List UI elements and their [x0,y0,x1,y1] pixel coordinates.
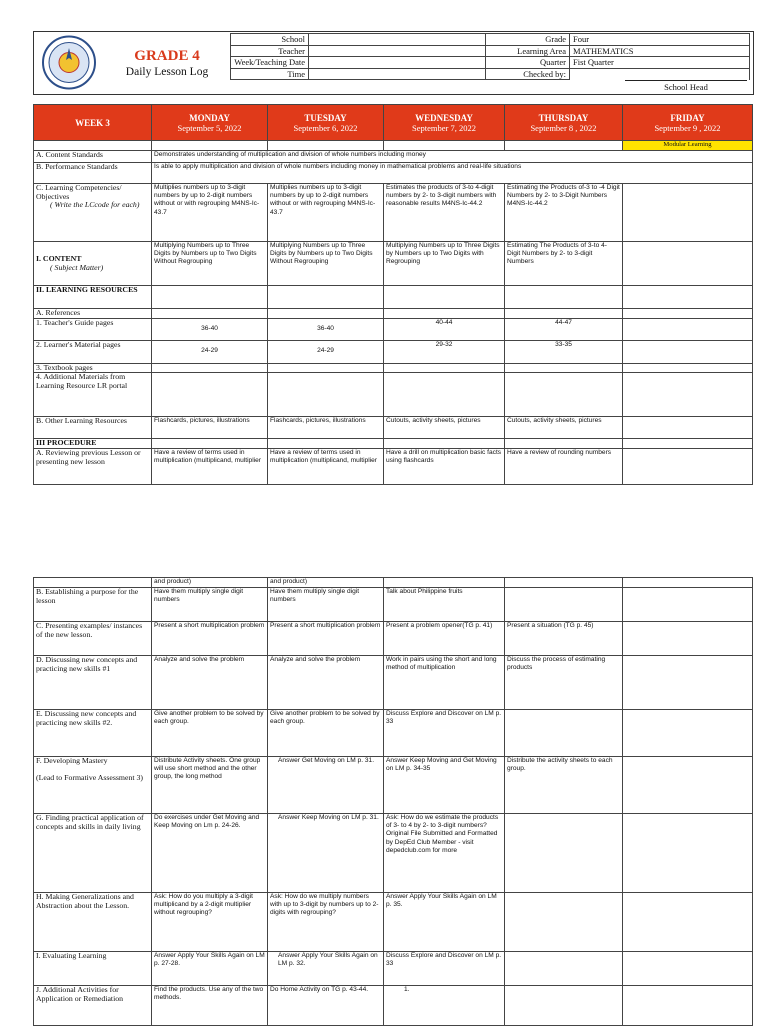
lm-pages: 33-35 [505,340,623,363]
school-value [309,34,486,46]
week-date-value [309,57,486,69]
procedure-cell: Distribute Activity sheets. One group will use short method and the other group, the long method [152,757,268,814]
procedure-g-label: G. Finding practical application of concepts and skills in daily living [34,814,152,893]
learners-material-label: 2. Learner's Material pages [34,340,152,363]
tg-pages: 44-47 [505,318,623,340]
teacher-label: Teacher [231,45,309,57]
procedure-cell: Ask: How do we multiply numbers with up to 3-digit by numbers up to 2-digits with regrouping? [268,893,384,952]
learning-area-value: MATHEMATICS [570,45,750,57]
references-label: A. References [34,309,152,319]
content-cell: Estimating The Products of 3-to 4-Digit Numbers by 2- to 3-digit Numbers [505,242,623,286]
procedure-cell: Answer Apply Your Skills Again on LM p. 27-28. [152,952,268,986]
procedure-j-label: J. Additional Activities for Application or Remediation [34,986,152,1026]
time-label: Time [231,68,309,80]
procedure-cell: Ask: How do you multiply a 3-digit multiplicand by a 2-digit multiplier without regrouping? [152,893,268,952]
tg-pages: 36-40 [152,318,268,340]
procedure-cell: Do exercises under Get Moving and Keep Moving on Lm p. 24-26. [152,814,268,893]
procedure-cell: Present a short multiplication problem [268,622,384,656]
procedure-cell: Answer Get Moving on LM p. 31. [268,757,384,814]
day-thursday: THURSDAY September 8 , 2022 [505,105,623,141]
review-cell: Have a drill on multiplication basic facts using flashcards [384,449,505,485]
grade-label: Grade [486,34,570,46]
quarter-label: Quarter [486,57,570,69]
week-label: WEEK 3 [34,105,152,141]
procedure-cell: Distribute the activity sheets to each group. [505,757,623,814]
teacher-value [309,45,486,57]
checked-by-label: Checked by: [486,68,570,80]
lesson-table-page2 [33,577,753,1026]
learning-area-label: Learning Area [486,45,570,57]
review-cell: Have a review of rounding numbers [505,449,623,485]
procedure-cell: Have them multiply single digit numbers [268,588,384,622]
procedure-cell [505,814,623,893]
additional-materials-label: 4. Additional Materials from Learning Resource LR portal [34,373,152,417]
performance-standards-label: B. Performance Standards [34,163,152,184]
procedure-cell [505,893,623,952]
procedure-cell: Present a short multiplication problem [152,622,268,656]
content-standards-label: A. Content Standards [34,151,152,163]
reviewing-label: A. Reviewing previous Lesson or presenting new lesson [34,449,152,485]
procedure-cell: Answer Keep Moving on LM p. 31. [268,814,384,893]
procedure-cell: Ask: How do we estimate the products of 3- to 4 by 2- to 3-digit numbers? Original File Submitted and Formatted by DepEd Club Member - visit depedclub.com for more [384,814,505,893]
procedure-cell: Answer Apply Your Skills Again on LM p. 35. [384,893,505,952]
lesson-table-page1 [33,104,753,485]
day-wednesday: WEDNESDAY September 7, 2022 [384,105,505,141]
competency-cell: Multiplies numbers up to 3-digit numbers by up to 2-digit numbers without or with regrouping M4NS-Ic-43.7 [268,184,384,242]
procedure-cell: Discuss Explore and Discover on LM p. 33 [384,710,505,757]
review-cell: Have a review of terms used in multiplication (multiplicand, multiplier [268,449,384,485]
friday-note: Modular Learning [623,141,753,151]
procedure-cell [505,588,623,622]
deped-seal-icon [36,34,102,91]
procedure-cell: Give another problem to be solved by each group. [152,710,268,757]
day-tuesday: TUESDAY September 6, 2022 [268,105,384,141]
procedure-cell: Discuss the process of estimating products [505,656,623,710]
procedure-cell: Analyze and solve the problem [268,656,384,710]
procedure-cell: Have them multiply single digit numbers [152,588,268,622]
procedure-e-label: E. Discussing new concepts and practicing new skills #2. [34,710,152,757]
procedure-i-label: I. Evaluating Learning [34,952,152,986]
review-cell: Have a review of terms used in multiplication (multiplicand, multiplier [152,449,268,485]
other-resources-cell: Flashcards, pictures, illustrations [152,417,268,439]
continuation-cell: and product) [152,578,268,588]
procedure-c-label: C. Presenting examples/ instances of the new lesson. [34,622,152,656]
tg-pages: 36-40 [268,318,384,340]
procedure-cell: Talk about Philippine fruits [384,588,505,622]
procedure-h-label: H. Making Generalizations and Abstraction about the Lesson. [34,893,152,952]
other-resources-cell: Flashcards, pictures, illustrations [268,417,384,439]
tg-pages: 40-44 [384,318,505,340]
competencies-label: C. Learning Competencies/ Objectives ( Write the LCcode for each) [34,184,152,242]
grade-value: Four [570,34,750,46]
grade-title: GRADE 4 [134,48,200,64]
other-resources-cell: Cutouts, activity sheets, pictures [505,417,623,439]
content-cell: Multiplying Numbers up to Three Digits by Numbers up to Two Digits Without Regrouping [268,242,384,286]
procedure-cell: Present a problem opener(TG p. 41) [384,622,505,656]
quarter-value: Fist Quarter [570,57,750,69]
procedure-cell: Work in pairs using the short and long method of multiplication [384,656,505,710]
competency-cell: Estimating the Products of-3 to -4 Digit Numbers by 2- to 3-Digit Numbers M4NS-Ic-44.2 [505,184,623,242]
lm-pages: 24-29 [152,340,268,363]
header-info-table [230,33,750,80]
grade-title-block [112,48,222,80]
competency-cell: Estimates the products of 3-to 4-digit numbers by 2- to 3-digit numbers with reasonable results M4NS-Ic-44.2 [384,184,505,242]
procedure-label: III PROCEDURE [34,439,152,449]
other-resources-cell: Cutouts, activity sheets, pictures [384,417,505,439]
week-date-label: Week/Teaching Date [231,57,309,69]
learning-resources-label: II. LEARNING RESOURCES [34,286,152,309]
lm-pages: 29-32 [384,340,505,363]
procedure-cell: Answer Keep Moving and Get Moving on LM p. 34-35 [384,757,505,814]
procedure-cell: Do Home Activity on TG p. 43-44. [268,986,384,1026]
procedure-cell: Answer Apply Your Skills Again on LM p. 32. [268,952,384,986]
procedure-cell: Analyze and solve the problem [152,656,268,710]
content-cell: Multiplying Numbers up to Three Digits by Numbers up to Two Digits Without Regrouping [152,242,268,286]
school-head-label: School Head [664,82,708,92]
lm-pages: 24-29 [268,340,384,363]
procedure-cell: Discuss Explore and Discover on LM p. 33 [384,952,505,986]
procedure-cell [505,952,623,986]
content-cell: Multiplying Numbers up to Three Digits by Numbers up to Two Digits with Regrouping [384,242,505,286]
procedure-f-label: F. Developing Mastery (Lead to Formative Assessment 3) [34,757,152,814]
day-monday: MONDAY September 5, 2022 [152,105,268,141]
continuation-cell: and product) [268,578,384,588]
procedure-cell [505,710,623,757]
performance-standards-text: Is able to apply multiplication and division of whole numbers including money in mathematical problems and real-life situations [152,163,753,184]
day-friday: FRIDAY September 9 , 2022 [623,105,753,141]
procedure-cell: Give another problem to be solved by each group. [268,710,384,757]
signature-line [625,80,747,81]
content-standards-text: Demonstrates understanding of multiplication and division of whole numbers including money [152,151,753,163]
teachers-guide-label: 1. Teacher's Guide pages [34,318,152,340]
log-title: Daily Lesson Log [125,66,209,78]
procedure-cell: 1. [384,986,505,1026]
school-label: School [231,34,309,46]
procedure-d-label: D. Discussing new concepts and practicing new skills #1 [34,656,152,710]
checked-by-value [570,68,750,80]
procedure-b-label: B. Establishing a purpose for the lesson [34,588,152,622]
time-value [309,68,486,80]
competency-cell: Multiplies numbers up to 3-digit numbers by up to 2-digit numbers without or with regrouping M4NS-Ic-43.7 [152,184,268,242]
textbook-label: 3. Textbook pages [34,363,152,373]
content-label: I. CONTENT ( Subject Matter) [34,242,152,286]
procedure-cell [505,986,623,1026]
other-resources-label: B. Other Learning Resources [34,417,152,439]
procedure-cell: Present a situation (TG p. 45) [505,622,623,656]
procedure-cell: Find the products. Use any of the two methods. [152,986,268,1026]
